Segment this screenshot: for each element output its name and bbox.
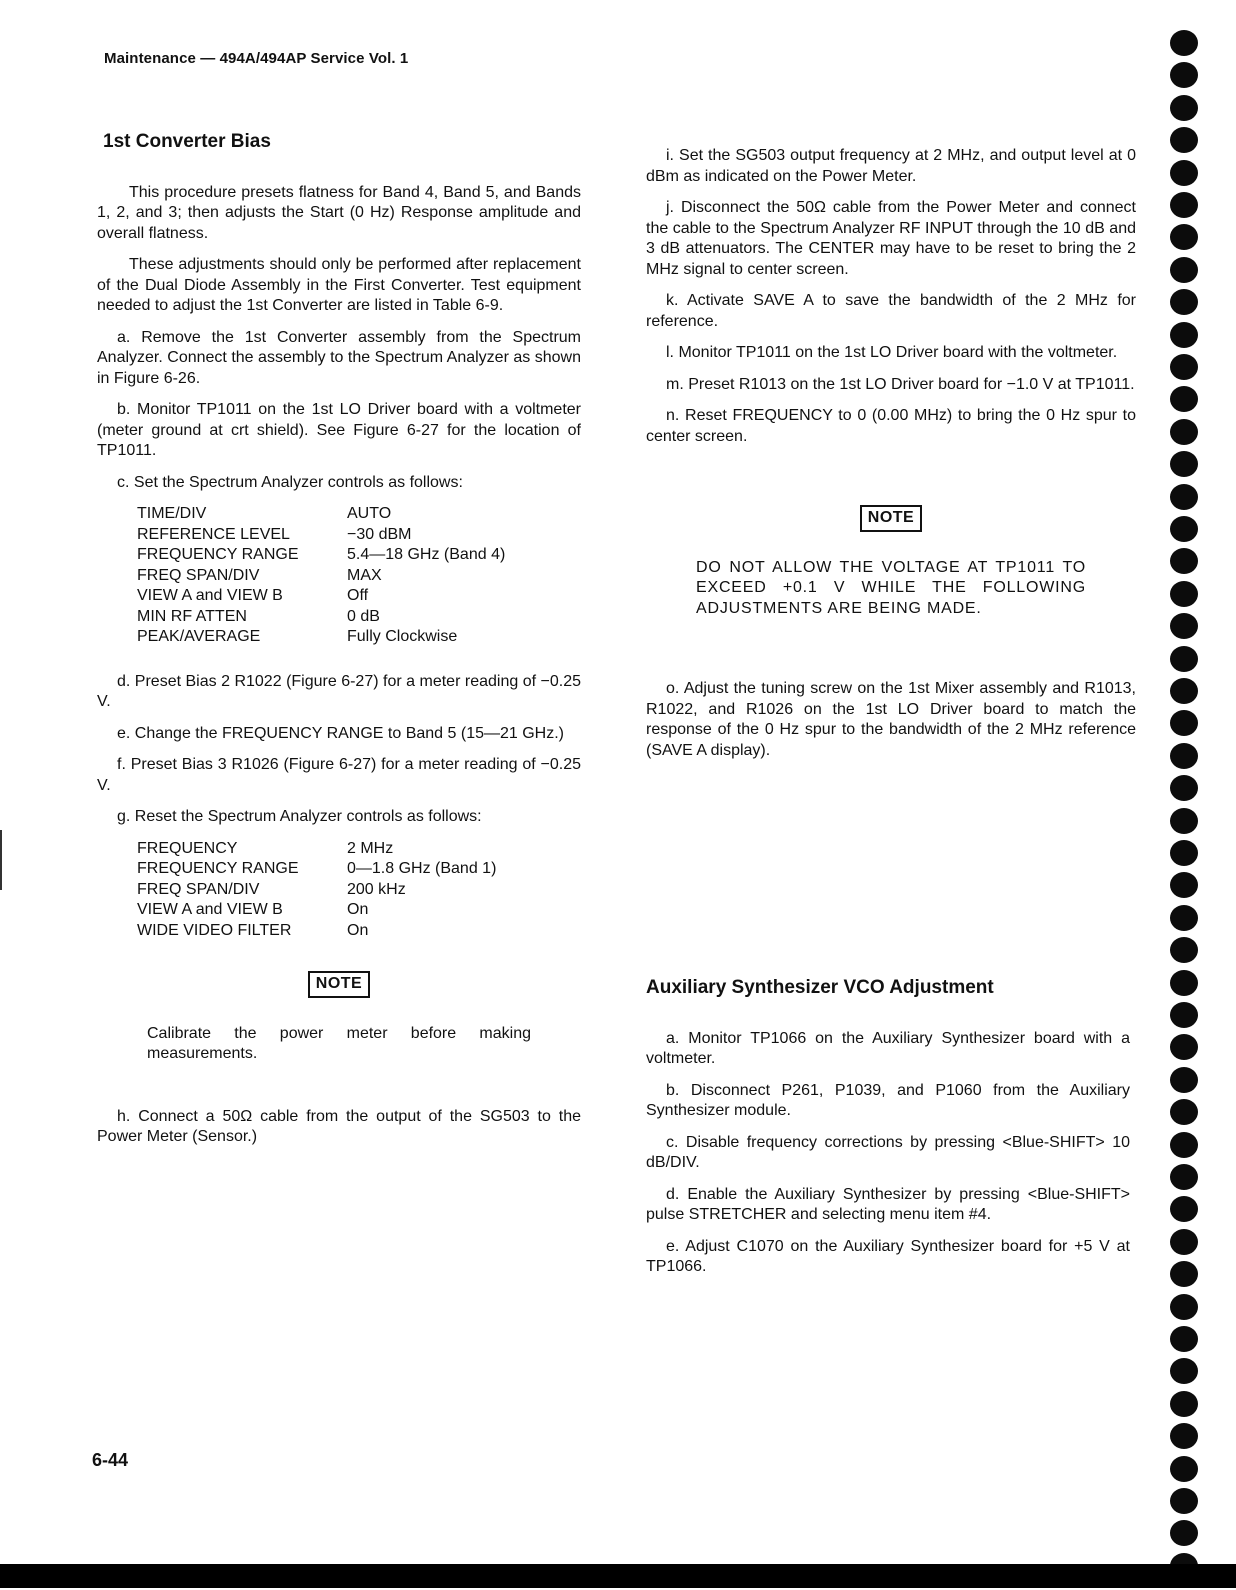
step-d: d. Preset Bias 2 R1022 (Figure 6-27) for a meter reading of −0.25 V. <box>97 672 581 710</box>
binder-hole <box>1170 224 1198 250</box>
binder-hole <box>1170 289 1198 315</box>
step-h: h. Connect a 50Ω cable from the output of the SG503 to the Power Meter (Sensor.) <box>97 1107 581 1145</box>
settings-row: MIN RF ATTEN 0 dB <box>137 607 380 625</box>
settings-row: VIEW A and VIEW B On <box>137 901 369 918</box>
settings-row: REFERENCE LEVEL −30 dBM <box>137 525 412 543</box>
binder-hole <box>1170 970 1198 996</box>
binder-hole <box>1170 419 1198 445</box>
step-c: c. Set the Spectrum Analyzer controls as follows: <box>117 473 463 491</box>
binder-hole <box>1170 548 1198 574</box>
aux-step-e: e. Adjust C1070 on the Auxiliary Synthesizer board for +5 V at TP1066. <box>646 1237 1130 1275</box>
step-l: l. Monitor TP1011 on the 1st LO Driver board with the voltmeter. <box>666 344 1118 361</box>
step-n: n. Reset FREQUENCY to 0 (0.00 MHz) to bring the 0 Hz spur to center screen. <box>646 407 1136 445</box>
section-title-converter-bias: 1st Converter Bias <box>103 131 271 152</box>
binder-hole <box>1170 1196 1198 1222</box>
settings-row: FREQ SPAN/DIV 200 kHz <box>137 880 406 898</box>
binder-hole <box>1170 1520 1198 1546</box>
step-m: m. Preset R1013 on the 1st LO Driver board for −1.0 V at TP1011. <box>666 375 1135 393</box>
binder-hole <box>1170 386 1198 412</box>
binder-hole <box>1170 484 1198 510</box>
running-header: Maintenance — 494A/494AP Service Vol. 1 <box>104 50 409 67</box>
note-label: NOTE <box>860 505 922 532</box>
scan-edge-mark <box>0 830 2 890</box>
note-text-caps: DO NOT ALLOW THE VOLTAGE AT TP1011 TO EXCEED +0.1 V WHILE THE FOLLOWING ADJUSTMENTS ARE BEING MADE. <box>696 558 1086 617</box>
binder-hole <box>1170 646 1198 672</box>
aux-step-c: c. Disable frequency corrections by pressing <Blue-SHIFT> 10 dB/DIV. <box>646 1133 1130 1171</box>
binder-hole <box>1170 1326 1198 1352</box>
step-j: j. Disconnect the 50Ω cable from the Power Meter and connect the cable to the Spectrum Analyzer RF INPUT through the 10 dB and 3 dB attenuators. The CENTER may have to be reset to bring the 2 MHz signal to center screen. <box>646 199 1136 278</box>
binder-hole <box>1170 840 1198 866</box>
binder-hole <box>1170 613 1198 639</box>
binder-hole <box>1170 1294 1198 1320</box>
binder-hole <box>1170 678 1198 704</box>
settings-table-2 <box>137 839 496 942</box>
settings-row: VIEW A and VIEW B Off <box>137 587 369 604</box>
right-column-aux <box>646 978 1130 1289</box>
binder-holes <box>1166 30 1206 1590</box>
binder-hole <box>1170 1067 1198 1093</box>
settings-row: FREQ SPAN/DIV MAX <box>137 566 382 584</box>
step-o: o. Adjust the tuning screw on the 1st Mixer assembly and R1013, R1022, and R1026 on the 1st LO Driver board to match the response of the 0 Hz spur to the bandwidth of the 2 MHz reference (SAVE A display). <box>646 680 1136 759</box>
binder-hole <box>1170 257 1198 283</box>
binder-hole <box>1170 905 1198 931</box>
step-k: k. Activate SAVE A to save the bandwidth of the 2 MHz for reference. <box>646 292 1136 330</box>
binder-hole <box>1170 95 1198 121</box>
binder-hole <box>1170 808 1198 834</box>
note-box <box>97 971 581 998</box>
binder-hole <box>1170 1358 1198 1384</box>
binder-hole <box>1170 1423 1198 1449</box>
settings-row: FREQUENCY RANGE 0—1.8 GHz (Band 1) <box>137 860 497 877</box>
binder-hole <box>1170 192 1198 218</box>
binder-hole <box>1170 1488 1198 1514</box>
note-label: NOTE <box>308 971 370 998</box>
section-title-aux-vco: Auxiliary Synthesizer VCO Adjustment <box>646 977 994 998</box>
binder-hole <box>1170 1002 1198 1028</box>
binder-hole <box>1170 743 1198 769</box>
step-e: e. Change the FREQUENCY RANGE to Band 5 (15—21 GHz.) <box>117 724 565 742</box>
binder-hole <box>1170 62 1198 88</box>
binder-hole <box>1170 354 1198 380</box>
binder-hole <box>1170 127 1198 153</box>
binder-hole <box>1170 1229 1198 1255</box>
scan-bottom-border <box>0 1564 1236 1588</box>
binder-hole <box>1170 451 1198 477</box>
paragraph: These adjustments should only be performed after replacement of the Dual Diode Assembly in the First Converter. Test equipment needed to adjust the 1st Converter are listed in Table 6-9. <box>97 256 581 314</box>
binder-hole <box>1170 775 1198 801</box>
settings-row: WIDE VIDEO FILTER On <box>137 921 369 939</box>
binder-hole <box>1170 1132 1198 1158</box>
binder-hole <box>1170 516 1198 542</box>
step-i: i. Set the SG503 output frequency at 2 MHz, and output level at 0 dBm as indicated on the Power Meter. <box>646 147 1136 185</box>
binder-hole <box>1170 1391 1198 1417</box>
settings-row: FREQUENCY RANGE 5.4—18 GHz (Band 4) <box>137 546 506 563</box>
right-column <box>646 146 1136 772</box>
page-number: 6-44 <box>92 1450 129 1470</box>
left-column <box>97 132 581 1159</box>
binder-hole <box>1170 872 1198 898</box>
binder-hole <box>1170 1099 1198 1125</box>
binder-hole <box>1170 1456 1198 1482</box>
settings-row: TIME/DIV AUTO <box>137 505 392 522</box>
settings-row: FREQUENCY 2 MHz <box>137 839 394 857</box>
binder-hole <box>1170 160 1198 186</box>
step-g: g. Reset the Spectrum Analyzer controls as follows: <box>117 808 482 825</box>
binder-hole <box>1170 1034 1198 1060</box>
step-b: b. Monitor TP1011 on the 1st LO Driver board with a voltmeter (meter ground at crt shield). See Figure 6-27 for the location of TP1011. <box>97 401 581 459</box>
binder-hole <box>1170 937 1198 963</box>
binder-hole <box>1170 1261 1198 1287</box>
binder-hole <box>1170 30 1198 56</box>
aux-step-b: b. Disconnect P261, P1039, and P1060 from the Auxiliary Synthesizer module. <box>646 1081 1130 1119</box>
binder-hole <box>1170 581 1198 607</box>
aux-step-d: d. Enable the Auxiliary Synthesizer by pressing <Blue-SHIFT> pulse STRETCHER and selecting menu item #4. <box>646 1185 1130 1223</box>
step-f: f. Preset Bias 3 R1026 (Figure 6-27) for a meter reading of −0.25 V. <box>97 756 581 794</box>
settings-row: PEAK/AVERAGE Fully Clockwise <box>137 628 458 645</box>
step-a: a. Remove the 1st Converter assembly from the Spectrum Analyzer. Connect the assembly to the Spectrum Analyzer as shown in Figure 6-26. <box>97 328 581 387</box>
note-text: Calibrate the power meter before making measurements. <box>147 1024 531 1062</box>
binder-hole <box>1170 322 1198 348</box>
paragraph: This procedure presets flatness for Band 4, Band 5, and Bands 1, 2, and 3; then adjusts the Start (0 Hz) Response amplitude and overall flatness. <box>97 183 581 242</box>
settings-table-1 <box>137 504 505 648</box>
note-box <box>646 505 1136 532</box>
binder-hole <box>1170 710 1198 736</box>
aux-step-a: a. Monitor TP1066 on the Auxiliary Synthesizer board with a voltmeter. <box>646 1029 1130 1067</box>
binder-hole <box>1170 1164 1198 1190</box>
